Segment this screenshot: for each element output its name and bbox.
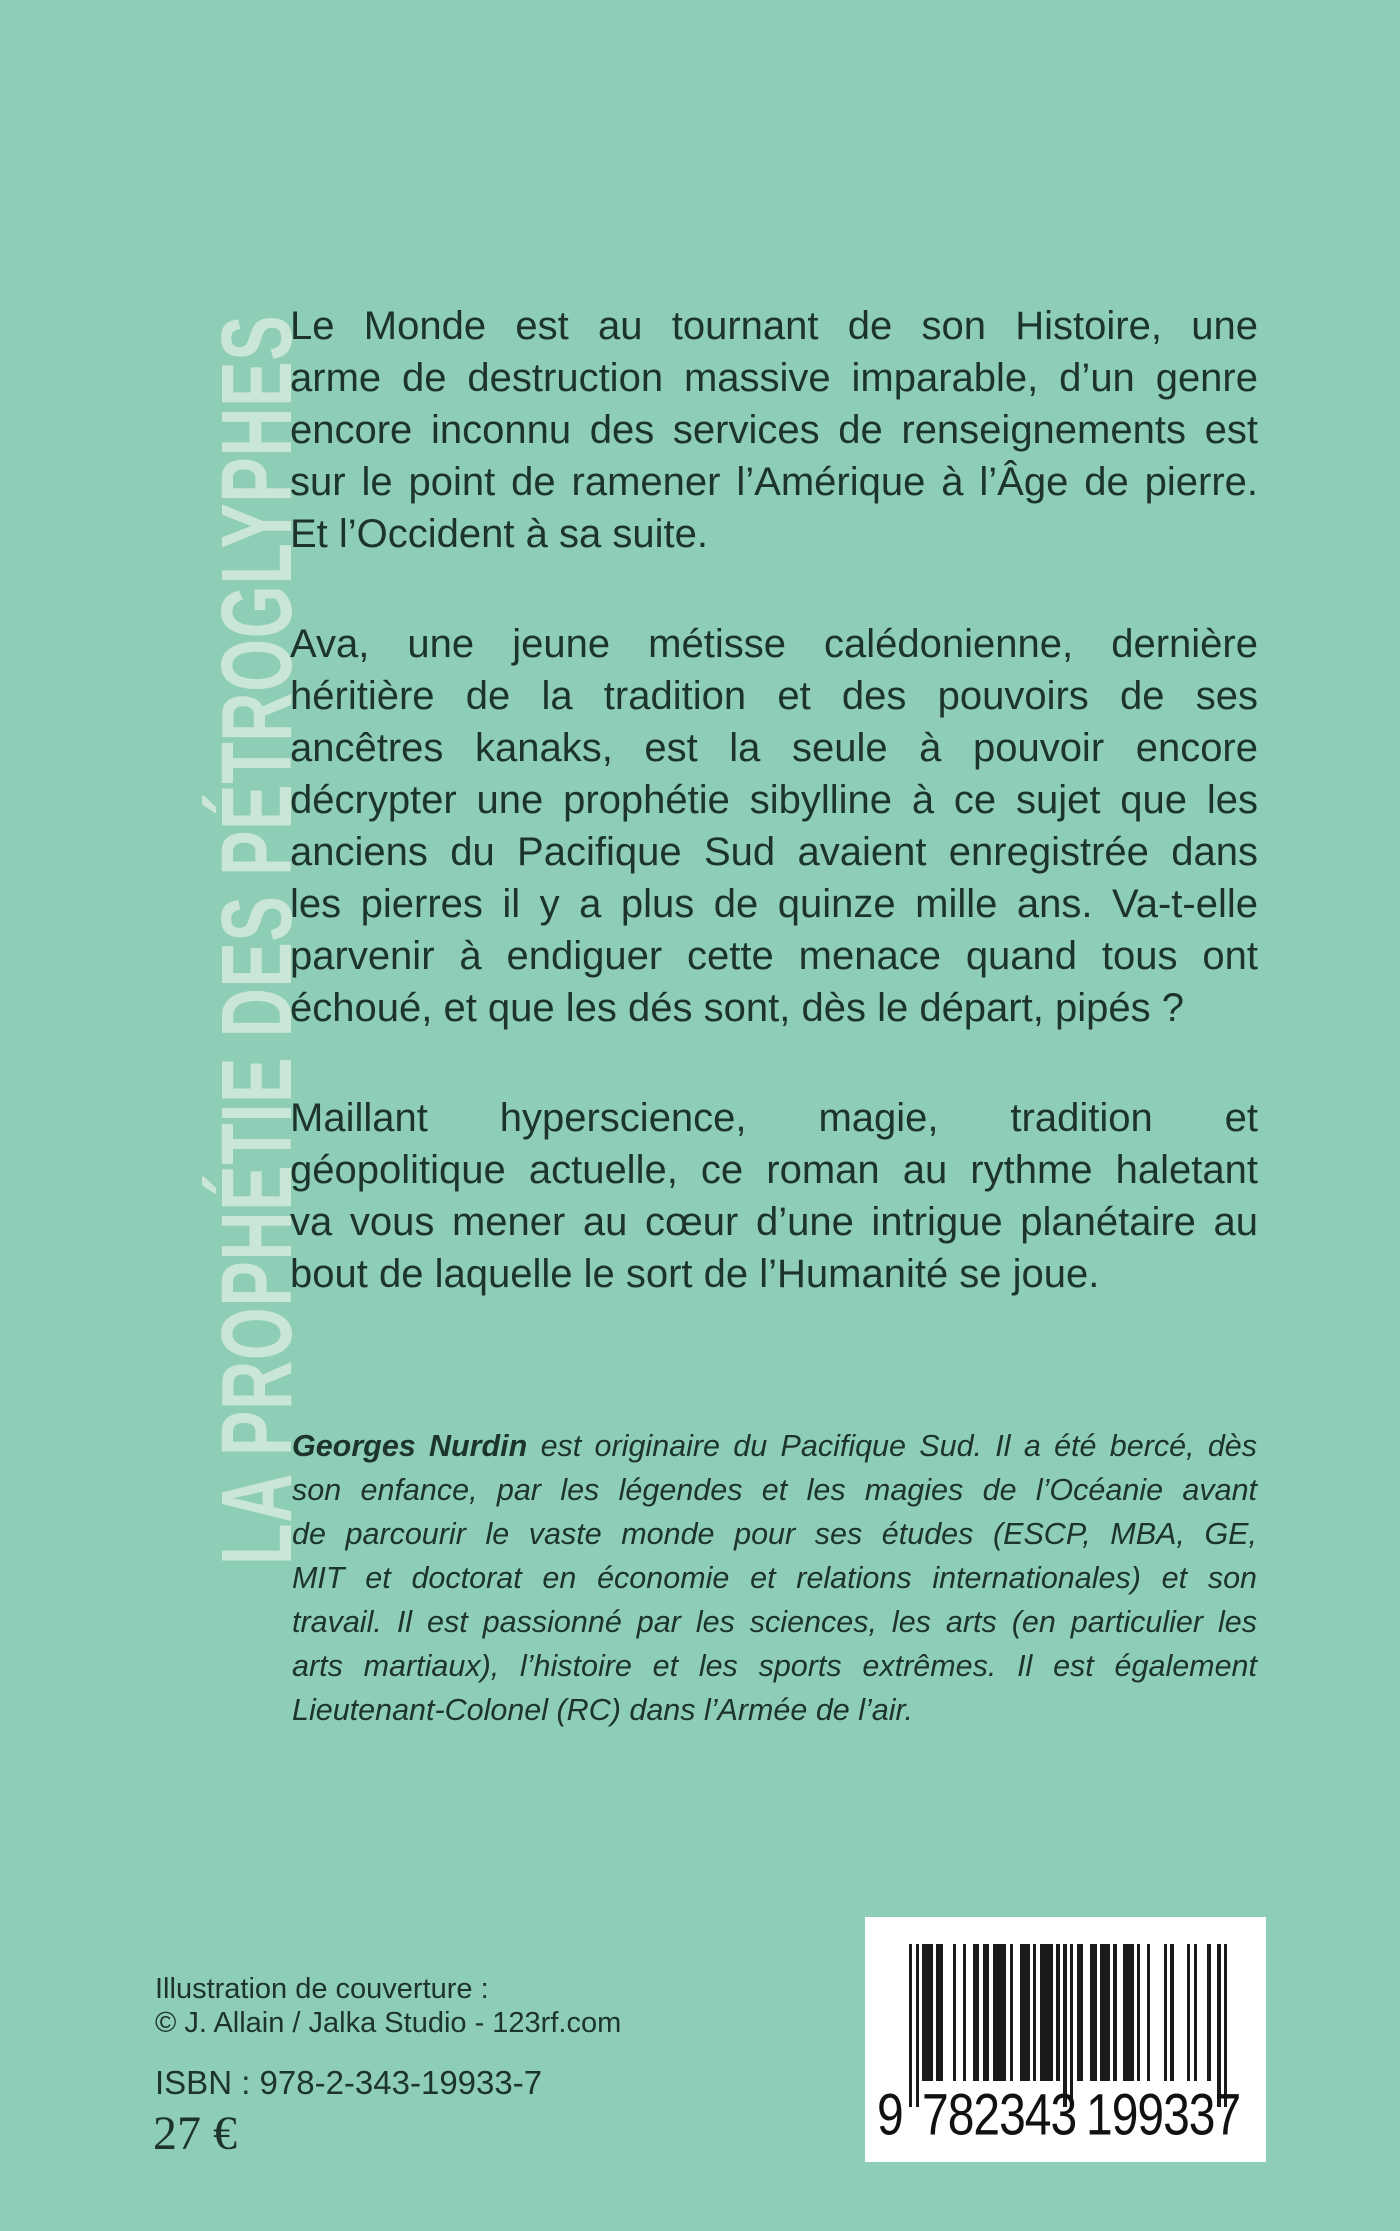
text-line: ancêtres kanaks, est la seule à pouvoir encore — [290, 726, 1258, 770]
text-line: échoué, et que les dés sont, dès le départ, pipés ? — [290, 986, 1184, 1030]
barcode-first-digit: 9 — [877, 2083, 903, 2148]
barcode-bar — [1130, 1944, 1133, 2081]
barcode-bar — [909, 1944, 912, 2107]
synopsis-paragraph-2 — [290, 618, 1258, 1034]
text-line: héritière de la tradition et des pouvoirs de ses — [290, 674, 1258, 718]
text-line: Lieutenant-Colonel (RC) dans l’Armée de l’air. — [292, 1693, 914, 1727]
text-line: Ava, une jeune métisse calédonienne, dernière — [290, 622, 1258, 666]
barcode-bar — [1010, 1944, 1013, 2081]
text-line: sur le point de ramener l’Amérique à l’Âge de pierre. — [290, 460, 1258, 504]
barcode-bar — [1187, 1944, 1190, 2081]
barcode-bar — [1056, 1944, 1059, 2081]
barcode-bar — [1026, 1944, 1029, 2081]
text-line: arts martiaux), l’histoire et les sports extrêmes. Il est également — [292, 1649, 1257, 1683]
text-line: bout de laquelle le sort de l’Humanité se joue. — [290, 1252, 1100, 1296]
barcode-bar — [976, 1944, 979, 2081]
barcode-bar — [1170, 1944, 1173, 2081]
text-line: arme de destruction massive imparable, d’un genre — [290, 356, 1258, 400]
book-title-vertical: LA PROPHÉTIE DES PÉTROGLYPHES — [201, 314, 313, 1565]
barcode-bar — [986, 1944, 989, 2081]
barcode-bar — [1164, 1944, 1167, 2081]
text-line: Le Monde est au tournant de son Histoire, une — [290, 304, 1258, 348]
text-line: va vous mener au cœur d’une intrigue planétaire au — [290, 1200, 1258, 1244]
barcode-bar — [916, 1944, 919, 2107]
text-line: anciens du Pacifique Sud avaient enregistrée dans — [290, 830, 1258, 874]
barcode-bar — [1080, 1944, 1083, 2081]
text-line: parvenir à endiguer cette menace quand tous ont — [290, 934, 1258, 978]
barcode-bar — [1033, 1944, 1036, 2081]
text-line: travail. Il est passionné par les sciences, les arts (en particulier les — [292, 1605, 1257, 1639]
barcode-digits-right: 199337 — [1086, 2083, 1241, 2148]
author-bio-line-1-rest: est originaire du Pacifique Sud. Il a été bercé, dès — [527, 1429, 1257, 1463]
text-line: encore inconnu des services de renseignements est — [290, 408, 1258, 452]
barcode-bar — [1137, 1944, 1140, 2081]
barcode-bar — [1107, 1944, 1110, 2081]
text-line: de parcourir le vaste monde pour ses études (ESCP, MBA, GE, — [292, 1517, 1257, 1551]
illustration-credit-line-1: Illustration de couverture : — [155, 1973, 489, 2005]
barcode-digits-left: 782343 — [922, 2083, 1077, 2148]
barcode-bar — [1050, 1944, 1053, 2081]
barcode-bar — [953, 1944, 956, 2081]
illustration-credit-line-2: © J. Allain / Jalka Studio - 123rf.com — [155, 2007, 622, 2039]
barcode-bar — [939, 1944, 942, 2081]
barcode-bar — [1113, 1944, 1116, 2081]
text-line: décrypter une prophétie sibylline à ce sujet que les — [290, 778, 1258, 822]
text-line: Maillant hyperscience, magie, tradition et — [290, 1096, 1258, 1140]
barcode — [865, 1917, 1266, 2162]
barcode-bar — [1207, 1944, 1210, 2081]
text-line: Et l’Occident à sa suite. — [290, 512, 708, 556]
synopsis — [290, 300, 1258, 1300]
price-text: 27 € — [153, 2107, 237, 2160]
text-line: les pierres il y a plus de quinze mille ans. Va-t-elle — [290, 882, 1258, 926]
author-bio — [292, 1424, 1257, 1732]
illustration-credit — [155, 1972, 621, 2040]
synopsis-paragraph-1 — [290, 300, 1258, 560]
barcode-bar — [963, 1944, 966, 2081]
barcode-bar — [1093, 1944, 1096, 2081]
barcode-bar — [929, 1944, 932, 2081]
synopsis-paragraph-3 — [290, 1092, 1258, 1300]
text-line: son enfance, par les légendes et les magies de l’Océanie avant — [292, 1473, 1257, 1507]
barcode-bar — [1003, 1944, 1006, 2081]
text-line: géopolitique actuelle, ce roman au rythme haletant — [290, 1148, 1258, 1192]
barcode-bar — [1194, 1944, 1197, 2081]
text-line: MIT et doctorat en économie et relations internationales) et son — [292, 1561, 1257, 1595]
isbn-text: ISBN : 978-2-343-19933-7 — [155, 2064, 543, 2101]
author-bio-line-1 — [292, 1424, 1257, 1468]
author-name: Georges Nurdin — [292, 1429, 528, 1463]
barcode-bar — [1147, 1944, 1150, 2081]
author-bio-lines — [292, 1468, 1257, 1732]
